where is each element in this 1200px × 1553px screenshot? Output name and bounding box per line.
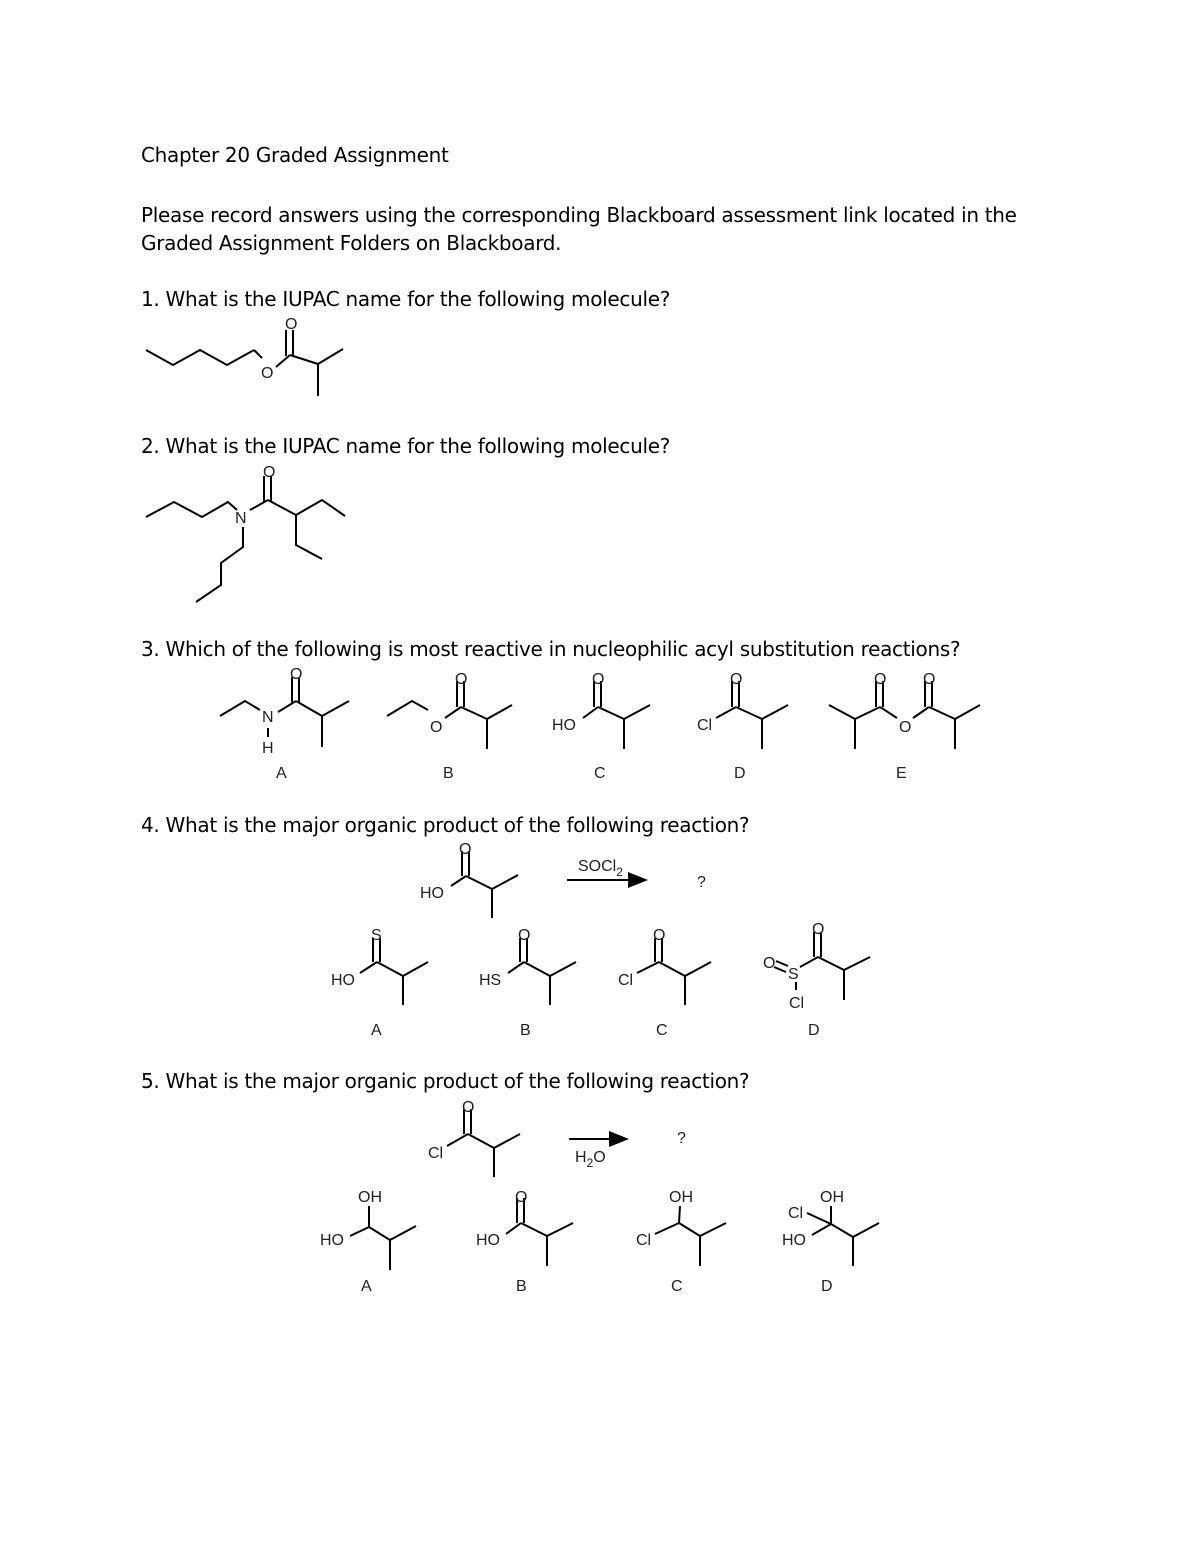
q4-a-sulfur: S <box>371 927 382 944</box>
q3-e-oxygen-1: O <box>874 671 887 688</box>
q5-choice-d-molecule <box>782 1189 879 1295</box>
q3-choice-b: B <box>443 765 454 782</box>
q4-choice-c: C <box>656 1022 668 1039</box>
q3-choice-a-molecule <box>220 666 349 782</box>
q4-c-oxygen: O <box>653 927 666 944</box>
q3-choice-a: A <box>276 765 287 782</box>
q4-a-hydroxyl: HO <box>331 972 355 989</box>
q5-d-chlorine: Cl <box>788 1205 804 1222</box>
q5-choice-d: D <box>821 1278 833 1295</box>
q4-choice-d: D <box>808 1022 820 1039</box>
q4-d-sulfonyl-oxygen: O <box>763 955 776 972</box>
q3-b-oxygen: O <box>455 671 468 688</box>
q1-ester-oxygen: O <box>261 365 274 382</box>
q4-d-chlorine: Cl <box>789 995 805 1012</box>
q4-choice-a: A <box>371 1022 382 1039</box>
q3-choice-e: E <box>896 765 907 782</box>
q5-b-oxygen: O <box>515 1189 528 1206</box>
q4-c-chlorine: Cl <box>618 972 634 989</box>
q4-b-oxygen: O <box>518 927 531 944</box>
q5-d-hydroxyl-left: HO <box>782 1232 806 1249</box>
q3-d-chlorine: Cl <box>697 717 713 734</box>
q2-nitrogen: N <box>235 510 247 527</box>
q5-choice-c: C <box>671 1278 683 1295</box>
q1-molecule <box>146 316 343 396</box>
q5-b-hydroxyl: HO <box>476 1232 500 1249</box>
q3-choice-b-molecule <box>387 671 512 782</box>
q5-choice-a: A <box>361 1278 372 1295</box>
q3-choice-c: C <box>594 765 606 782</box>
q3-a-nitrogen: N <box>262 709 274 726</box>
q4-b-thiol: HS <box>479 972 502 989</box>
q3-choice-c-molecule <box>552 671 650 782</box>
q3-c-hydroxyl: HO <box>552 717 576 734</box>
q4-reagent: SOCl$_2$ <box>578 858 623 879</box>
q3-choice-d-molecule <box>697 671 788 782</box>
q4-choice-d-molecule <box>763 921 870 1039</box>
q3-choice-e-molecule <box>829 671 980 782</box>
q3-choice-d: D <box>734 765 746 782</box>
q3-e-bridge-oxygen: O <box>899 719 912 736</box>
q5-unknown-product: ? <box>677 1130 686 1147</box>
q1-carbonyl-oxygen: O <box>285 316 298 333</box>
q2-molecule <box>146 464 345 602</box>
q4-choice-a-molecule <box>331 927 428 1039</box>
q5-c-chlorine: Cl <box>636 1232 652 1249</box>
question-5: 5. What is the major organic product of the following reaction? <box>141 1069 750 1093</box>
page-title: Chapter 20 Graded Assignment <box>141 143 449 167</box>
q4-choice-b: B <box>520 1022 531 1039</box>
q3-b-ester-oxygen: O <box>430 719 443 736</box>
q5-choice-a-molecule <box>320 1189 416 1295</box>
q3-a-oxygen: O <box>290 666 303 683</box>
q5-choice-c-molecule <box>636 1189 726 1295</box>
q4-reactant-oxygen: O <box>459 841 472 858</box>
question-1: 1. What is the IUPAC name for the following molecule? <box>141 287 671 311</box>
q3-d-oxygen: O <box>730 671 743 688</box>
q4-d-sulfur: S <box>788 966 799 983</box>
q4-unknown-product: ? <box>697 874 706 891</box>
q4-reactant-hydroxyl: HO <box>420 885 444 902</box>
q5-reactant-oxygen: O <box>462 1099 475 1116</box>
q5-reaction-arrow <box>569 1130 686 1170</box>
question-4: 4. What is the major organic product of the following reaction? <box>141 813 750 837</box>
q4-choice-b-molecule <box>479 927 576 1039</box>
question-2: 2. What is the IUPAC name for the following molecule? <box>141 434 671 458</box>
q3-e-oxygen-2: O <box>923 671 936 688</box>
q4-reactant <box>420 841 518 918</box>
q3-c-oxygen: O <box>592 671 605 688</box>
q2-carbonyl-oxygen: O <box>263 464 276 481</box>
q4-d-oxygen: O <box>812 921 825 938</box>
instructions-line-1: Please record answers using the corresponding Blackboard assessment link located in the <box>141 203 1017 227</box>
q5-choice-b: B <box>516 1278 527 1295</box>
q4-reaction-arrow <box>567 858 706 891</box>
q5-reagent: $H_2O$ <box>575 1149 606 1170</box>
q5-choice-b-molecule <box>476 1189 573 1295</box>
q4-choice-c-molecule <box>618 927 711 1039</box>
q5-reactant-chlorine: Cl <box>428 1145 444 1162</box>
question-3: 3. Which of the following is most reactive in nucleophilic acyl substitution reactions? <box>141 637 961 661</box>
q3-a-hydrogen: H <box>262 740 274 757</box>
q5-d-hydroxyl-top: OH <box>820 1189 844 1206</box>
q5-reactant <box>428 1099 520 1177</box>
q5-a-hydroxyl-left: HO <box>320 1232 344 1249</box>
q5-a-hydroxyl-top: OH <box>358 1189 382 1206</box>
instructions-line-2: Graded Assignment Folders on Blackboard. <box>141 231 562 255</box>
q5-c-hydroxyl: OH <box>669 1189 693 1206</box>
